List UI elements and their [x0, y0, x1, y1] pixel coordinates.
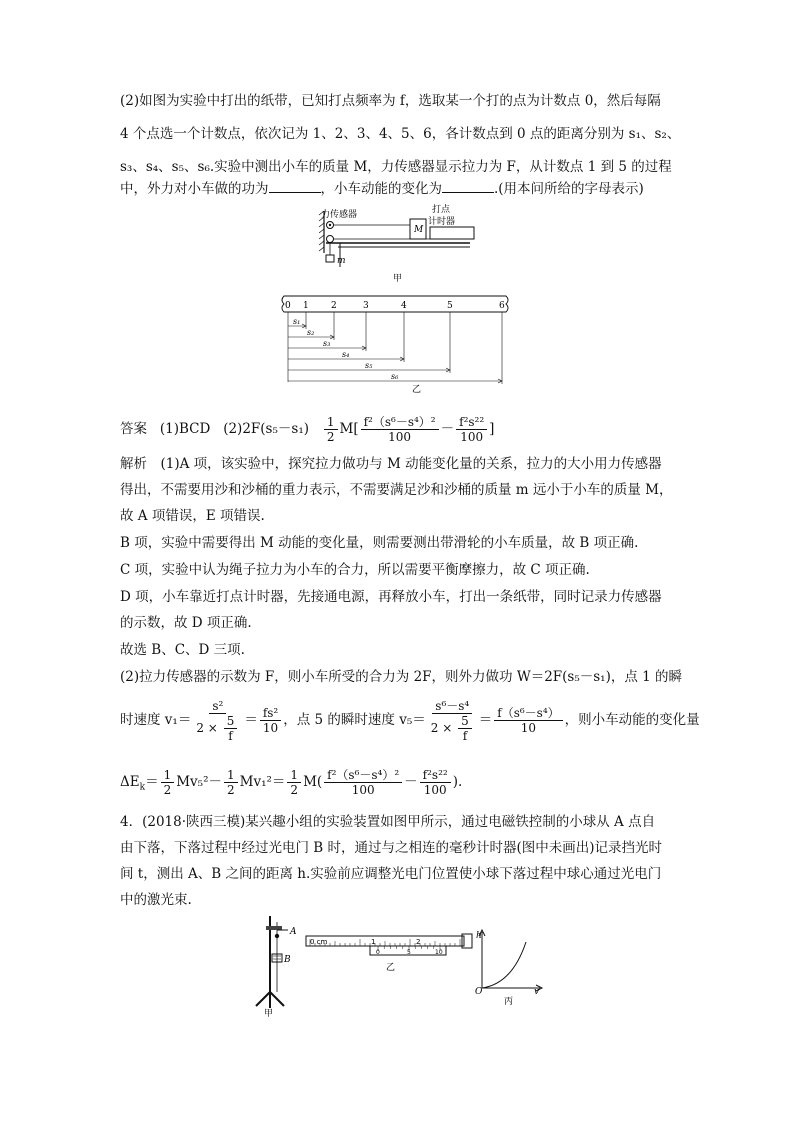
v5-den-den: f — [462, 728, 468, 743]
v1-result-num: fs² — [260, 706, 281, 721]
graph-h-label: h — [476, 931, 482, 941]
answer-frac-1-den: 100 — [388, 430, 412, 444]
v5-result-num: f（s⁶－s⁴） — [494, 706, 562, 721]
q4-line-2: 由下落，下落过程中经过光电门 B 时，通过与之相连的毫秒计时器(图中未画出)记录挡光时 — [120, 840, 663, 856]
ek-frac-1-den: 100 — [351, 783, 375, 797]
q2-line-4-b: ，小车动能的变化为 — [320, 181, 442, 197]
v1-den-frac — [224, 714, 238, 743]
kinetic-energy-line — [120, 764, 680, 806]
analysis-line-9: (2)拉力传感器的示数为 F，则小车所受的合力为 2F，则外力做功 W＝2F(s₅－s₁)，点 1 的瞬 — [120, 669, 683, 685]
ek-half-1-den: 2 — [163, 783, 172, 797]
vernier-caliper — [306, 934, 472, 955]
figure-bottom — [250, 912, 550, 1018]
v1-den-den: f — [228, 728, 233, 743]
analysis-line-1: 解析 (1)A 项，该实验中，探究拉力做功与 M 动能变化量的关系，拉力的大小用力传感器 — [120, 456, 662, 472]
answer-half — [324, 415, 338, 444]
ek-term-2: Mv₁²＝ — [239, 774, 286, 790]
caliper-main-1: 1 — [371, 938, 376, 946]
v5-prefix: ，点 5 的瞬时速度 v₅＝ — [283, 712, 426, 728]
tape-tick-0: 0 — [285, 301, 291, 311]
caliper-vernier-5: 5 — [407, 949, 411, 956]
ek-half-1-num: 1 — [161, 768, 175, 783]
span-label-4: s₄ — [342, 350, 350, 359]
q2-line-4 — [120, 179, 680, 199]
v5-den-frac — [458, 714, 472, 743]
sensor-label: 力传感器 — [321, 210, 358, 220]
span-label-6: s₆ — [391, 372, 399, 381]
v1-eq: ＝ — [244, 712, 258, 728]
ek-half-2-den: 2 — [227, 783, 235, 797]
ek-half-2 — [224, 768, 238, 797]
ek-term-3: M( — [303, 774, 323, 790]
figure-jia-bottom-caption: 甲 — [264, 1009, 274, 1018]
caliper-vernier-0: 0 — [376, 949, 380, 956]
answer-frac-2-den: 100 — [460, 430, 484, 444]
velocity-line — [120, 694, 700, 746]
ek-term-1: Mv₅²－ — [176, 774, 222, 790]
v5-num: s⁶－s⁴ — [432, 699, 472, 714]
q4-line-4: 中的激光束. — [120, 892, 192, 908]
v5-suffix: ，则小车动能的变化量 — [564, 712, 700, 728]
analysis-line-2: 得出，不需要用沙和沙桶的重力表示，不需要满足沙和沙桶的质量 m 远小于小车的质量 M， — [120, 482, 673, 498]
q2-line-1: (2)如图为实验中打出的纸带，已知打点频率为 f，选取某一个打的点为计数点 0，然后每隔 — [120, 93, 661, 109]
ek-frac-2 — [420, 768, 451, 797]
v5-result-den: 10 — [520, 721, 537, 735]
span-label-5: s₅ — [365, 361, 373, 370]
caliper-cm-label: 0 cm — [310, 938, 328, 946]
timer-label-2: 计时器 — [428, 217, 456, 227]
span-label-3: s₃ — [323, 339, 331, 348]
figure-yi — [280, 290, 514, 396]
figure-jia-caption: 甲 — [393, 274, 403, 284]
v5-den-num: 5 — [458, 714, 472, 729]
v1-num: s² — [209, 699, 226, 714]
q2-line-2: 4 个点选一个计数点，依次记为 1、2、3、4、5、6，各计数点到 0 点的距离分别为 s₁、s₂、 — [120, 126, 681, 142]
point-b-label: B — [284, 955, 291, 965]
answer-frac-2 — [456, 415, 487, 444]
answer-minus: － — [440, 421, 455, 437]
v5-eq: ＝ — [478, 712, 493, 728]
ek-frac-1-num: f²（s⁶－s⁴）² — [324, 768, 402, 783]
ek-minus: － — [404, 774, 418, 790]
answer-part-1: (1)BCD — [159, 421, 211, 437]
h-v-graph — [479, 930, 542, 991]
answer-blank-2 — [442, 179, 494, 193]
point-a-label: A — [290, 927, 297, 937]
v5-result — [494, 706, 562, 735]
tape-tick-6: 6 — [499, 301, 505, 311]
span-label-1: s₁ — [293, 317, 301, 326]
answer-blank-1 — [269, 179, 321, 193]
ek-eq: ＝ — [145, 774, 159, 790]
figure-bing-caption: 丙 — [504, 997, 514, 1007]
answer-frac-1-num: f²（s⁶－s⁴）² — [361, 415, 439, 430]
figure-yi-bottom-caption: 乙 — [386, 963, 396, 973]
answer-half-den: 2 — [326, 430, 335, 444]
v1-fraction — [193, 699, 242, 743]
ek-sub: k — [139, 782, 146, 793]
v5-fraction — [428, 699, 477, 743]
answer-line — [120, 415, 680, 444]
answer-part-2: (2)2F(s₅－s₁) — [223, 421, 309, 437]
v5-den — [428, 714, 477, 743]
ek-close: ). — [452, 774, 463, 790]
ek-half-3-den: 2 — [290, 783, 299, 797]
q4-line-1: 4．(2018·陕西三模)某兴趣小组的实验装置如图甲所示，通过电磁铁控制的小球从 A 点自 — [120, 814, 656, 830]
ek-frac-2-den: 100 — [423, 783, 447, 797]
caliper-vernier-10: 10 — [435, 949, 443, 956]
tape-tick-4: 4 — [401, 301, 407, 311]
answer-frac-1 — [361, 415, 439, 444]
ek-prefix: ΔE — [120, 774, 140, 790]
q2-line-3: s₃、s₄、s₅、s₆.实验中测出小车的质量 M，力传感器显示拉力为 F，从计数点 1 到 5 的过程 — [120, 159, 672, 175]
analysis-line-5: C 项，实验中认为绳子拉力为小车的合力，所以需要平衡摩擦力，故 C 项正确. — [120, 562, 590, 578]
q2-line-4-a: 中，外力对小车做的功为 — [120, 181, 269, 197]
ek-frac-2-num: f²s²² — [420, 768, 451, 783]
timer-label-1: 打点 — [432, 205, 451, 215]
q2-line-4-c: .(用本问所给的字母表示) — [494, 181, 644, 197]
analysis-line-7: 的示数，故 D 项正确. — [120, 615, 252, 631]
analysis-line-4: B 项，实验中需要得出 M 动能的变化量，则需要测出带滑轮的小车质量，故 B 项正确. — [120, 535, 639, 551]
span-label-2: s₂ — [307, 328, 315, 337]
answer-frac-2-num: f²s²² — [456, 415, 487, 430]
answer-close: ] — [489, 421, 495, 437]
analysis-line-8: 故选 B、C、D 三项. — [120, 642, 245, 658]
answer-m-open: M[ — [339, 421, 359, 437]
caliper-main-2: 2 — [416, 938, 421, 946]
ek-half-2-num: 1 — [224, 768, 238, 783]
v1-den-num: 5 — [224, 714, 238, 729]
graph-origin-label: O — [475, 987, 483, 997]
v1-result — [260, 706, 281, 735]
figure-jia — [318, 203, 478, 285]
v5-den-a: 2 × — [430, 720, 453, 735]
v1-den — [193, 714, 242, 743]
tape-tick-3: 3 — [363, 301, 369, 311]
v1-den-a: 2 × — [196, 720, 218, 735]
analysis-line-6: D 项，小车靠近打点计时器，先接通电源，再释放小车，打出一条纸带，同时记录力传感器 — [120, 589, 662, 605]
tape-tick-2: 2 — [331, 301, 337, 311]
graph-v-label: v — [534, 987, 540, 997]
v1-prefix: 时速度 v₁＝ — [120, 712, 192, 728]
ek-frac-1 — [324, 768, 402, 797]
analysis-line-3: 故 A 项错误，E 项错误. — [120, 508, 265, 524]
ek-half-3-num: 1 — [287, 768, 301, 783]
tape-tick-5: 5 — [447, 301, 453, 311]
hanging-mass-label: m — [337, 256, 346, 266]
answer-half-num: 1 — [324, 415, 338, 430]
tape-tick-1: 1 — [303, 301, 309, 311]
v1-result-den: 10 — [262, 721, 279, 735]
ek-half-3 — [287, 768, 301, 797]
ek-half-1 — [161, 768, 175, 797]
cart-mass-label: M — [414, 225, 424, 235]
q4-line-3: 间 t，测出 A、B 之间的距离 h.实验前应调整光电门位置使小球下落过程中球心通过光电门 — [120, 866, 662, 882]
figure-yi-caption: 乙 — [412, 385, 422, 395]
answer-label: 答案 — [120, 421, 147, 437]
